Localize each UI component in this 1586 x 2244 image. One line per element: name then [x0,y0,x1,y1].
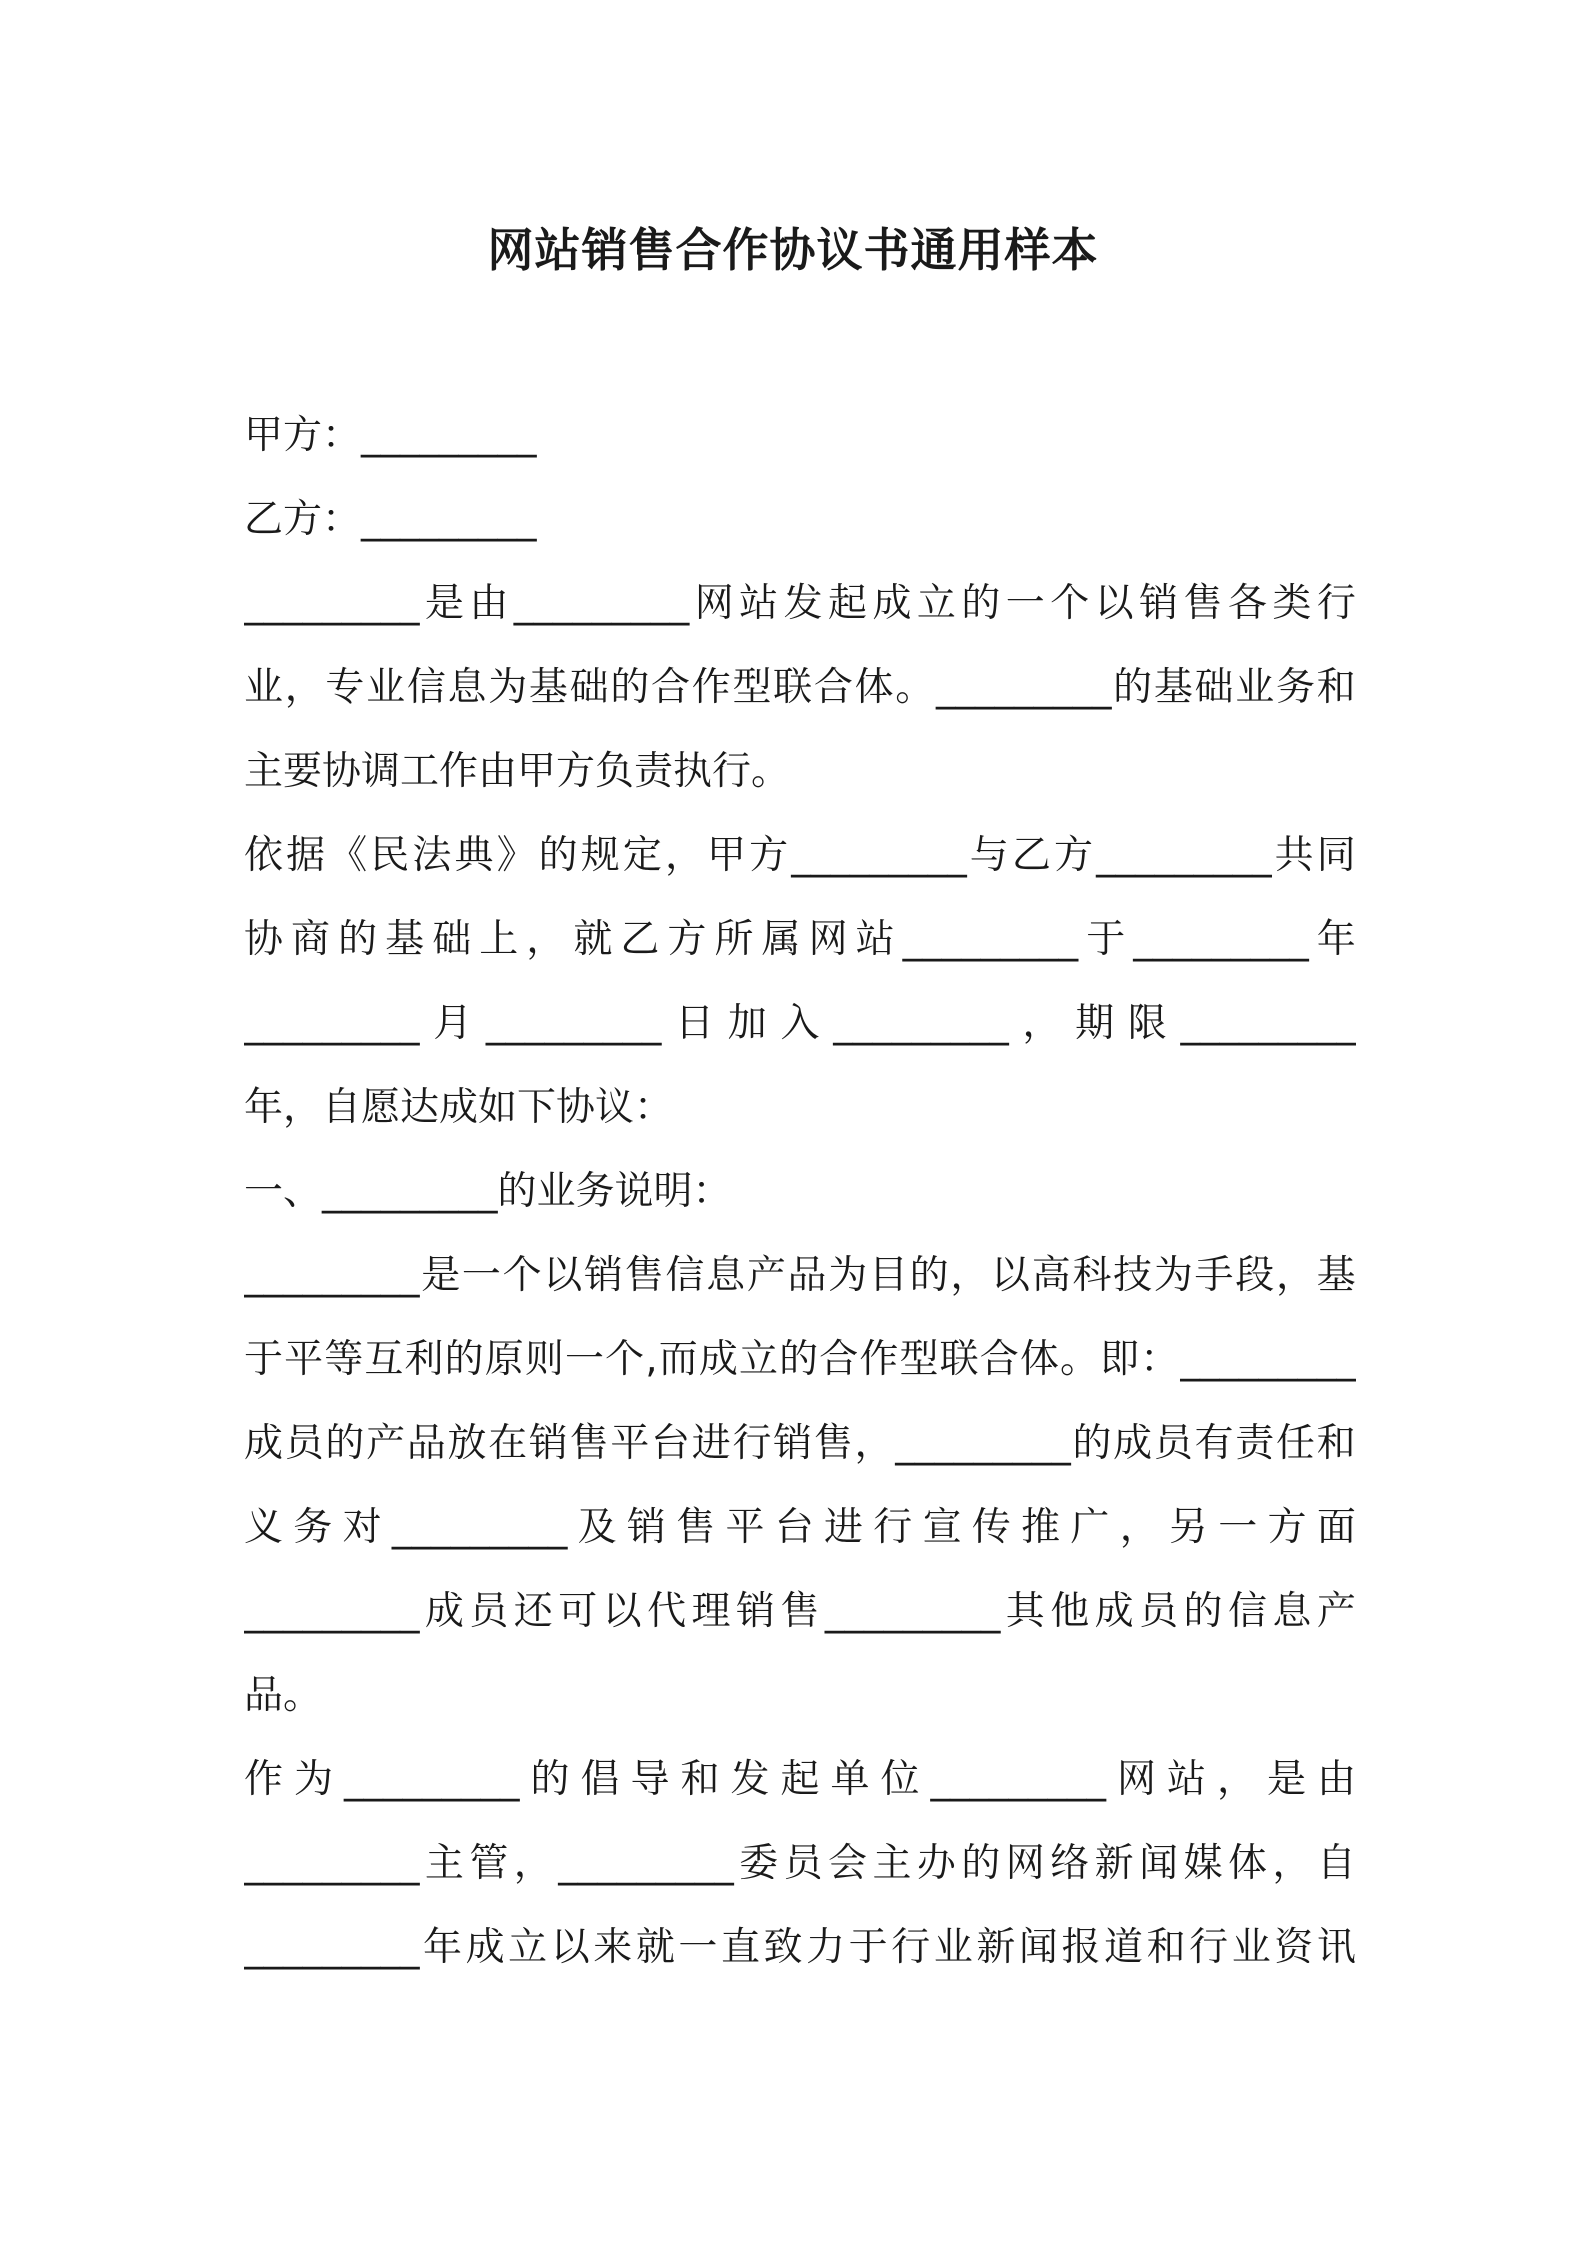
body-line-16: _________ 主 管 ， _________ 委 员 会 主 办 的 网 络 新 闻 媒 体 ， 自 [244,1841,1356,1886]
body-line-6: _________ 月 _________ 日 加 入 _________ ， 期 限 _________ [244,1001,1356,1046]
body-line-11: 成 员 的 产 品 放 在 销 售 平 台 进 行 销 售 ， _________ 的 成 员 有 责 任 和 [244,1421,1356,1466]
body-line-5: 协 商 的 基 础 上 ， 就 乙 方 所 属 网 站 _________ 于 _________ 年 [244,917,1356,962]
document-title: 网站销售合作协议书通用样本 [487,223,1099,277]
body-line-9: _________ 是 一 个 以 销 售 信 息 产 品 为 目 的 ， 以 高 科 技 为 手 段 ， 基 [244,1253,1356,1298]
body-line-3: 主要协调工作由甲方负责执行。 [244,749,791,794]
body-line-15: 作 为 _________ 的 倡 导 和 发 起 单 位 _________ 网 站 ， 是 由 [244,1757,1356,1802]
party-a-line: 甲方：_________ [244,413,537,458]
body-line-17: _________ 年 成 立 以 来 就 一 直 致 力 于 行 业 新 闻 报 道 和 行 业 资 讯 [244,1925,1356,1970]
section-heading-1: 一、_________的业务说明： [244,1169,732,1214]
body-line-1: _________ 是 由 _________ 网 站 发 起 成 立 的 一 个 以 销 售 各 类 行 [244,581,1356,626]
body-line-13: _________ 成 员 还 可 以 代 理 销 售 _________ 其 他 成 员 的 信 息 产 [244,1589,1356,1634]
party-b-line: 乙方：_________ [244,497,537,542]
body-line-12: 义 务 对 _________ 及 销 售 平 台 进 行 宣 传 推 广 ， 另 一 方 面 [244,1505,1356,1550]
body-line-10: 于 平 等 互 利 的 原 则 一 个 , 而 成 立 的 合 作 型 联 合 体 。 即 ： _________ [244,1337,1356,1382]
body-line-4: 依 据 《 民 法 典 》 的 规 定 ， 甲 方 _________ 与 乙 方 _________ 共 同 [244,833,1356,878]
body-line-7: 年，自愿达成如下协议： [244,1085,674,1130]
body-line-14: 品。 [244,1673,323,1718]
body-line-2: 业 ， 专 业 信 息 为 基 础 的 合 作 型 联 合 体 。 _________ 的 基 础 业 务 和 [244,665,1356,710]
